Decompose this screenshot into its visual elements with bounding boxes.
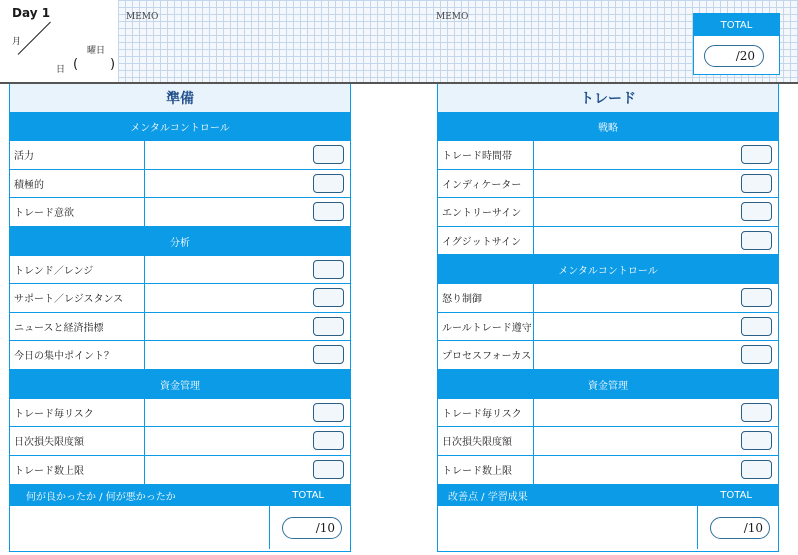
checklist-row — [438, 284, 778, 313]
trade-panel — [437, 84, 779, 552]
section-header: 資金管理 — [10, 370, 350, 399]
daily-total-label: TOTAL — [694, 14, 779, 36]
checklist-row — [438, 399, 778, 428]
row-label: トレード数上限 — [14, 466, 84, 478]
preparation-panel — [9, 84, 351, 552]
score-box[interactable] — [313, 288, 344, 307]
checklist-row — [10, 427, 350, 456]
checklist-row — [438, 313, 778, 342]
score-box[interactable] — [741, 145, 772, 164]
row-label: プロセスフォーカス — [442, 351, 532, 363]
checklist-row — [438, 170, 778, 199]
score-box[interactable] — [741, 431, 772, 450]
month-label: 月 — [12, 37, 22, 47]
section-header: 戦略 — [438, 112, 778, 141]
score-box[interactable] — [741, 403, 772, 422]
paren-open: ( — [73, 57, 79, 72]
row-label: トレード数上限 — [442, 466, 512, 478]
row-label: トレード時間帯 — [442, 151, 512, 163]
row-label: 怒り制御 — [442, 294, 482, 306]
score-box[interactable] — [741, 345, 772, 364]
score-box[interactable] — [313, 403, 344, 422]
review-label: 何が良かったか / 何が悪かったか — [26, 491, 176, 503]
checklist-row — [10, 313, 350, 342]
row-label: 積極的 — [14, 179, 44, 191]
checklist-row — [10, 399, 350, 428]
score-box[interactable] — [313, 174, 344, 193]
weekday-label: 曜日 — [87, 46, 106, 56]
row-label: 日次損失限度額 — [14, 437, 84, 449]
paren-close: ) — [110, 57, 116, 72]
row-label: インディケーター — [442, 179, 522, 191]
score-box[interactable] — [741, 202, 772, 221]
section-header: メンタルコントロール — [438, 255, 778, 284]
row-label: サポート／レジスタンス — [14, 294, 124, 306]
row-label: イグジットサイン — [442, 236, 522, 248]
review-notes-area[interactable] — [438, 506, 778, 549]
section-header: メンタルコントロール — [10, 112, 350, 141]
row-label: トレンド／レンジ — [14, 265, 94, 277]
row-label: トレード意欲 — [14, 208, 74, 220]
score-box[interactable] — [741, 174, 772, 193]
checklist-row — [438, 198, 778, 227]
score-box[interactable] — [741, 231, 772, 250]
header-strip — [0, 0, 798, 84]
checklist-row — [438, 427, 778, 456]
row-label: ニュースと経済指標 — [14, 322, 104, 334]
score-box[interactable] — [741, 288, 772, 307]
day-char-label: 日 — [56, 65, 66, 75]
checklist-row — [438, 341, 778, 370]
row-label: ルールトレード遵守 — [442, 322, 532, 334]
panel-title: トレード — [438, 84, 778, 112]
section-total-score[interactable]: /10 — [282, 517, 342, 539]
row-label: トレード毎リスク — [442, 408, 522, 420]
daily-total-score[interactable]: /20 — [704, 45, 764, 67]
score-box[interactable] — [313, 317, 344, 336]
row-label: 活力 — [14, 151, 34, 163]
score-box[interactable] — [313, 345, 344, 364]
checklist-row — [10, 198, 350, 227]
review-total-label: TOTAL — [720, 489, 752, 501]
panel-title: 準備 — [10, 84, 350, 112]
review-notes-area[interactable] — [10, 506, 350, 549]
date-slash — [18, 22, 51, 55]
daily-total-box — [693, 13, 780, 75]
score-box[interactable] — [313, 260, 344, 279]
section-header: 分析 — [10, 227, 350, 256]
checklist-row — [438, 227, 778, 256]
checklist-row — [10, 284, 350, 313]
section-header: 資金管理 — [438, 370, 778, 399]
score-box[interactable] — [313, 460, 344, 479]
memo-label: MEMO — [126, 12, 159, 22]
checklist-row — [10, 341, 350, 370]
checklist-row — [10, 256, 350, 285]
review-label: 改善点 / 学習成果 — [448, 491, 528, 503]
checklist-row — [10, 141, 350, 170]
score-box[interactable] — [313, 431, 344, 450]
score-box[interactable] — [313, 202, 344, 221]
row-label: 日次損失限度額 — [442, 437, 512, 449]
row-label: 今日の集中ポイント？ — [14, 351, 114, 363]
section-total-score[interactable]: /10 — [710, 517, 770, 539]
score-box[interactable] — [741, 317, 772, 336]
checklist-row — [438, 456, 778, 485]
checklist-row — [10, 170, 350, 199]
row-label: エントリーサイン — [442, 208, 522, 220]
checklist-row — [438, 141, 778, 170]
review-header — [10, 484, 350, 506]
review-total-label: TOTAL — [292, 489, 324, 501]
date-box — [0, 0, 119, 82]
score-box[interactable] — [741, 460, 772, 479]
row-label: トレード毎リスク — [14, 408, 94, 420]
memo-label: MEMO — [436, 12, 469, 22]
day-label: Day 1 — [12, 6, 51, 20]
checklist-row — [10, 456, 350, 485]
review-header — [438, 484, 778, 506]
score-box[interactable] — [313, 145, 344, 164]
